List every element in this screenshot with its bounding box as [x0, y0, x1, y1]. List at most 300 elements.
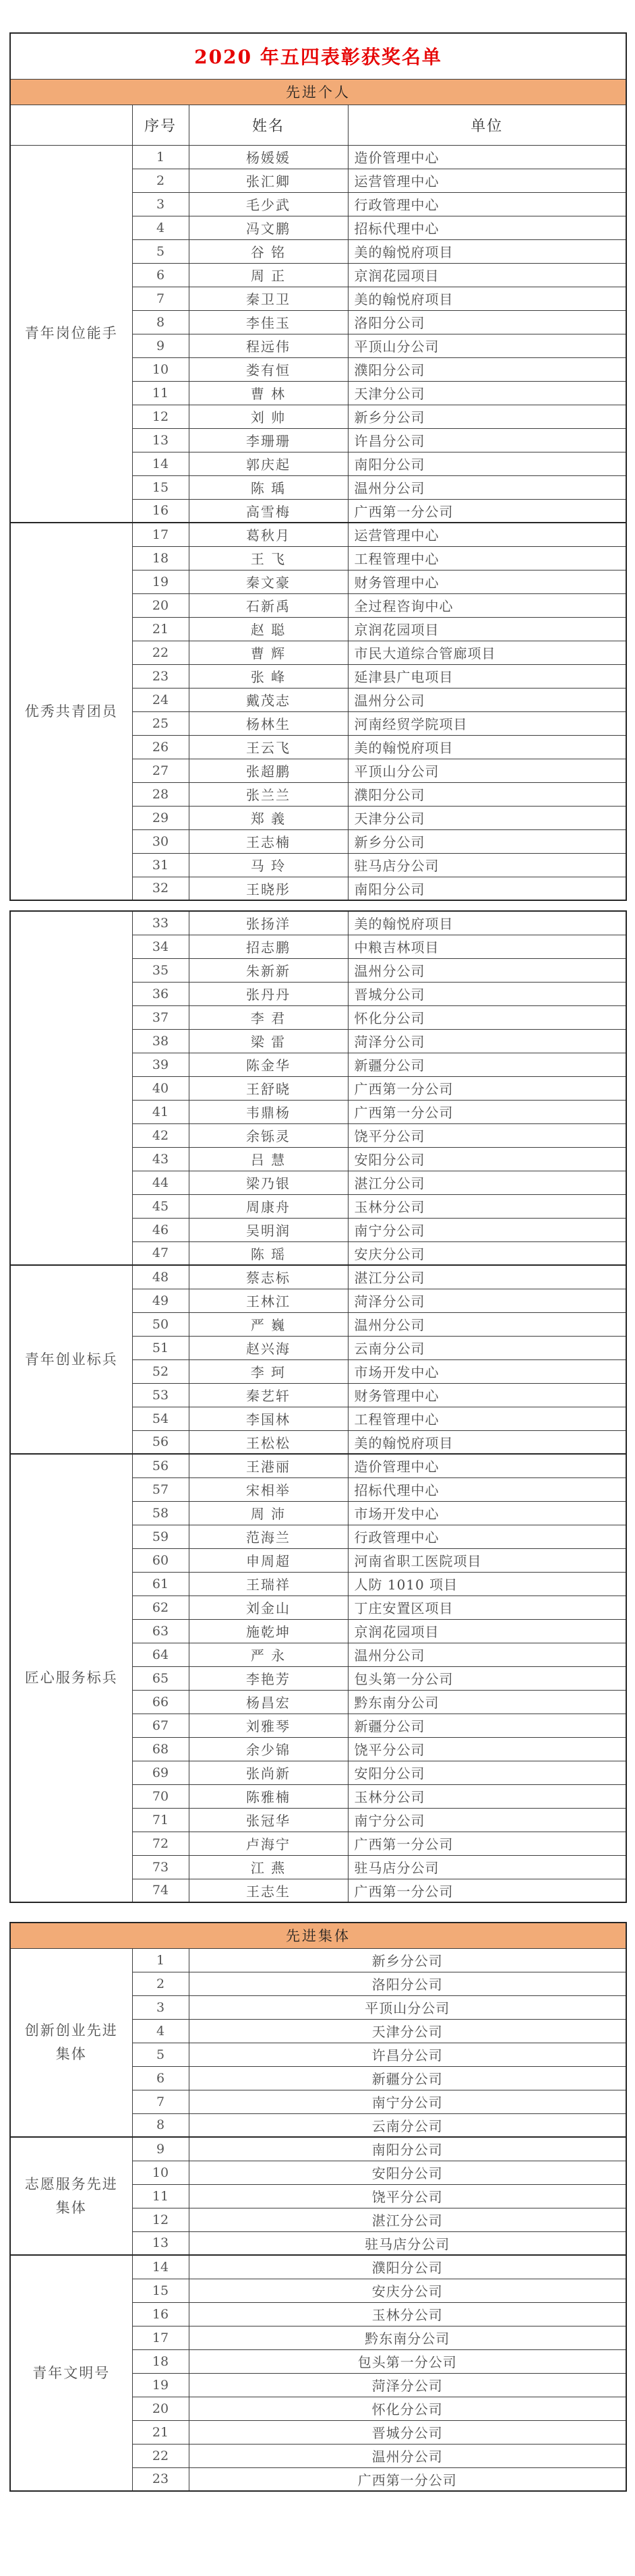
index-cell: 48: [132, 1265, 189, 1289]
unit-cell: 天津分公司: [348, 806, 626, 829]
name-cell: 石新禹: [189, 593, 348, 617]
index-cell: 58: [132, 1501, 189, 1525]
index-cell: 34: [132, 935, 189, 958]
unit-cell: 南宁分公司: [348, 1218, 626, 1241]
unit-cell: 温州分公司: [348, 958, 626, 982]
unit-cell: 菏泽分公司: [189, 2373, 626, 2397]
unit-cell: 饶平分公司: [348, 1737, 626, 1761]
column-header-index: 序号: [132, 105, 189, 145]
name-cell: 王云飞: [189, 735, 348, 759]
name-cell: 秦卫卫: [189, 287, 348, 310]
unit-cell: 天津分公司: [189, 2019, 626, 2043]
unit-cell: 河南经贸学院项目: [348, 711, 626, 735]
index-cell: 30: [132, 829, 189, 853]
index-cell: 39: [132, 1053, 189, 1076]
name-cell: 陈 瑀: [189, 475, 348, 499]
unit-cell: 新疆分公司: [189, 2066, 626, 2090]
index-cell: 59: [132, 1525, 189, 1548]
unit-cell: 湛江分公司: [348, 1265, 626, 1289]
unit-cell: 许昌分公司: [348, 428, 626, 452]
unit-cell: 温州分公司: [348, 475, 626, 499]
index-cell: 23: [132, 664, 189, 688]
unit-cell: 丁庄安置区项目: [348, 1596, 626, 1619]
category-cell: [10, 2255, 132, 2491]
index-cell: 67: [132, 1714, 189, 1737]
index-cell: 35: [132, 958, 189, 982]
name-cell: 王 飞: [189, 546, 348, 570]
name-cell: 梁 雷: [189, 1029, 348, 1053]
unit-cell: 云南分公司: [348, 1336, 626, 1359]
unit-cell: 招标代理中心: [348, 216, 626, 239]
index-cell: 12: [132, 405, 189, 428]
category-cell: [10, 145, 132, 523]
unit-cell: 安阳分公司: [348, 1761, 626, 1784]
index-cell: 15: [132, 2279, 189, 2302]
index-cell: 28: [132, 782, 189, 806]
unit-cell: 包头第一分公司: [348, 1666, 626, 1690]
unit-cell: 美的翰悦府项目: [348, 239, 626, 263]
index-cell: 42: [132, 1123, 189, 1147]
unit-cell: 菏泽分公司: [348, 1029, 626, 1053]
name-cell: 李艳芳: [189, 1666, 348, 1690]
unit-cell: 行政管理中心: [348, 1525, 626, 1548]
name-cell: 余铄灵: [189, 1123, 348, 1147]
index-cell: 33: [132, 911, 189, 935]
index-cell: 32: [132, 877, 189, 900]
unit-cell: 全过程咨询中心: [348, 593, 626, 617]
index-cell: 69: [132, 1761, 189, 1784]
index-cell: 5: [132, 2043, 189, 2066]
unit-cell: 运营管理中心: [348, 169, 626, 192]
index-cell: 66: [132, 1690, 189, 1714]
unit-cell: 平顶山分公司: [189, 1995, 626, 2019]
table-row: [10, 523, 626, 546]
index-cell: 60: [132, 1548, 189, 1572]
index-cell: 52: [132, 1359, 189, 1383]
name-cell: 王志楠: [189, 829, 348, 853]
index-cell: 71: [132, 1808, 189, 1832]
index-cell: 13: [132, 2231, 189, 2255]
name-cell: 王志生: [189, 1879, 348, 1902]
name-cell: 李 珂: [189, 1359, 348, 1383]
index-cell: 4: [132, 2019, 189, 2043]
index-cell: 24: [132, 688, 189, 711]
section-band-individual-row: [10, 79, 626, 105]
index-cell: 6: [132, 2066, 189, 2090]
index-cell: 21: [132, 617, 189, 641]
index-cell: 22: [132, 2444, 189, 2467]
index-cell: 70: [132, 1784, 189, 1808]
table-row: [10, 1948, 626, 1972]
category-cell: [10, 911, 132, 1265]
index-cell: 17: [132, 2326, 189, 2349]
unit-cell: 京润花园项目: [348, 617, 626, 641]
name-cell: 陈金华: [189, 1053, 348, 1076]
index-cell: 43: [132, 1147, 189, 1171]
name-cell: 张尚新: [189, 1761, 348, 1784]
table-row: [10, 145, 626, 169]
name-cell: 王晓彤: [189, 877, 348, 900]
unit-cell: 温州分公司: [348, 688, 626, 711]
index-cell: 57: [132, 1477, 189, 1501]
unit-cell: 安阳分公司: [348, 1147, 626, 1171]
name-cell: 张汇卿: [189, 169, 348, 192]
index-cell: 16: [132, 499, 189, 523]
individuals-table-block-2: [9, 910, 627, 1903]
index-cell: 8: [132, 2113, 189, 2137]
collectives-table: [9, 1922, 627, 2492]
index-cell: 65: [132, 1666, 189, 1690]
name-cell: 刘雅琴: [189, 1714, 348, 1737]
unit-cell: 黔东南分公司: [189, 2326, 626, 2349]
index-cell: 50: [132, 1312, 189, 1336]
name-cell: 李珊珊: [189, 428, 348, 452]
name-cell: 张超鹏: [189, 759, 348, 782]
unit-cell: 平顶山分公司: [348, 759, 626, 782]
name-cell: 马 玲: [189, 853, 348, 877]
unit-cell: 安阳分公司: [189, 2161, 626, 2184]
index-cell: 56: [132, 1454, 189, 1477]
unit-cell: 延津县广电项目: [348, 664, 626, 688]
index-cell: 12: [132, 2208, 189, 2231]
category-cell: [10, 1265, 132, 1454]
index-cell: 10: [132, 357, 189, 381]
index-cell: 64: [132, 1643, 189, 1666]
name-cell: 娄有恒: [189, 357, 348, 381]
unit-cell: 新疆分公司: [348, 1053, 626, 1076]
category-cell: [10, 1948, 132, 2137]
table-row: [10, 1454, 626, 1477]
unit-cell: 天津分公司: [348, 381, 626, 405]
unit-cell: 饶平分公司: [189, 2184, 626, 2208]
name-cell: 高雪梅: [189, 499, 348, 523]
index-cell: 25: [132, 711, 189, 735]
unit-cell: 美的翰悦府项目: [348, 1430, 626, 1454]
index-cell: 72: [132, 1832, 189, 1855]
index-cell: 63: [132, 1619, 189, 1643]
unit-cell: 驻马店分公司: [348, 853, 626, 877]
name-cell: 朱新新: [189, 958, 348, 982]
section-band-individual: 先进个人: [10, 79, 626, 105]
category-label: 匠心服务标兵: [24, 1670, 118, 1687]
unit-cell: 京润花园项目: [348, 263, 626, 287]
name-cell: 江 燕: [189, 1855, 348, 1879]
index-cell: 44: [132, 1171, 189, 1194]
name-cell: 梁乃银: [189, 1171, 348, 1194]
index-cell: 68: [132, 1737, 189, 1761]
name-cell: 程远伟: [189, 334, 348, 357]
name-cell: 王港丽: [189, 1454, 348, 1477]
index-cell: 29: [132, 806, 189, 829]
unit-cell: 财务管理中心: [348, 570, 626, 593]
unit-cell: 广西第一分公司: [189, 2467, 626, 2491]
unit-cell: 玉林分公司: [348, 1784, 626, 1808]
name-cell: 卢海宁: [189, 1832, 348, 1855]
name-cell: 杨昌宏: [189, 1690, 348, 1714]
name-cell: 张冠华: [189, 1808, 348, 1832]
index-cell: 40: [132, 1076, 189, 1100]
unit-cell: 包头第一分公司: [189, 2349, 626, 2373]
unit-cell: 广西第一分公司: [348, 499, 626, 523]
index-cell: 13: [132, 428, 189, 452]
index-cell: 20: [132, 2397, 189, 2420]
index-cell: 73: [132, 1855, 189, 1879]
unit-cell: 温州分公司: [189, 2444, 626, 2467]
unit-cell: 怀化分公司: [189, 2397, 626, 2420]
index-cell: 53: [132, 1383, 189, 1407]
index-cell: 9: [132, 334, 189, 357]
unit-cell: 驻马店分公司: [189, 2231, 626, 2255]
index-cell: 2: [132, 1972, 189, 1995]
unit-cell: 造价管理中心: [348, 1454, 626, 1477]
column-header-unit: 单位: [348, 105, 626, 145]
name-cell: 严 巍: [189, 1312, 348, 1336]
name-cell: 毛少武: [189, 192, 348, 216]
index-cell: 1: [132, 1948, 189, 1972]
unit-cell: 中粮吉林项目: [348, 935, 626, 958]
name-cell: 秦文豪: [189, 570, 348, 593]
unit-cell: 温州分公司: [348, 1312, 626, 1336]
unit-cell: 玉林分公司: [189, 2302, 626, 2326]
document-title-row: [10, 33, 626, 79]
name-cell: 王松松: [189, 1430, 348, 1454]
table-row: [10, 2255, 626, 2279]
unit-cell: 晋城分公司: [348, 982, 626, 1005]
name-cell: 李佳玉: [189, 310, 348, 334]
unit-cell: 人防 1010 项目: [348, 1572, 626, 1596]
category-cell: [10, 2137, 132, 2255]
name-cell: 曹 辉: [189, 641, 348, 664]
name-cell: 韦鼎杨: [189, 1100, 348, 1123]
unit-cell: 平顶山分公司: [348, 334, 626, 357]
category-label: 创新创业先进集体: [24, 2022, 118, 2062]
unit-cell: 新乡分公司: [348, 829, 626, 853]
name-cell: 张扬洋: [189, 911, 348, 935]
index-cell: 11: [132, 381, 189, 405]
unit-cell: 造价管理中心: [348, 145, 626, 169]
index-cell: 15: [132, 475, 189, 499]
unit-cell: 新疆分公司: [348, 1714, 626, 1737]
name-cell: 吴明润: [189, 1218, 348, 1241]
unit-cell: 湛江分公司: [348, 1171, 626, 1194]
name-cell: 招志鹏: [189, 935, 348, 958]
category-label: 青年岗位能手: [24, 325, 118, 342]
unit-cell: 美的翰悦府项目: [348, 911, 626, 935]
index-cell: 46: [132, 1218, 189, 1241]
index-cell: 18: [132, 546, 189, 570]
unit-cell: 行政管理中心: [348, 192, 626, 216]
unit-cell: 安庆分公司: [189, 2279, 626, 2302]
index-cell: 3: [132, 192, 189, 216]
unit-cell: 广西第一分公司: [348, 1832, 626, 1855]
table-row: [10, 2137, 626, 2161]
name-cell: 周康舟: [189, 1194, 348, 1218]
index-cell: 36: [132, 982, 189, 1005]
unit-cell: 饶平分公司: [348, 1123, 626, 1147]
unit-cell: 洛阳分公司: [348, 310, 626, 334]
name-cell: 李 君: [189, 1005, 348, 1029]
name-cell: 赵兴海: [189, 1336, 348, 1359]
unit-cell: 许昌分公司: [189, 2043, 626, 2066]
index-cell: 74: [132, 1879, 189, 1902]
unit-cell: 工程管理中心: [348, 546, 626, 570]
unit-cell: 南宁分公司: [189, 2090, 626, 2113]
name-cell: 王舒晓: [189, 1076, 348, 1100]
unit-cell: 南阳分公司: [348, 877, 626, 900]
unit-cell: 市场开发中心: [348, 1359, 626, 1383]
unit-cell: 南阳分公司: [348, 452, 626, 475]
index-cell: 54: [132, 1407, 189, 1430]
index-cell: 4: [132, 216, 189, 239]
index-cell: 6: [132, 263, 189, 287]
name-cell: 葛秋月: [189, 523, 348, 546]
unit-cell: 濮阳分公司: [348, 357, 626, 381]
unit-cell: 濮阳分公司: [189, 2255, 626, 2279]
unit-cell: 晋城分公司: [189, 2420, 626, 2444]
name-cell: 张兰兰: [189, 782, 348, 806]
name-cell: 范海兰: [189, 1525, 348, 1548]
unit-cell: 工程管理中心: [348, 1407, 626, 1430]
index-cell: 19: [132, 570, 189, 593]
index-cell: 56: [132, 1430, 189, 1454]
name-cell: 郑 義: [189, 806, 348, 829]
index-cell: 7: [132, 287, 189, 310]
section-band-collective: 先进集体: [10, 1923, 626, 1948]
unit-cell: 玉林分公司: [348, 1194, 626, 1218]
name-cell: 陈雅楠: [189, 1784, 348, 1808]
index-cell: 1: [132, 145, 189, 169]
name-cell: 刘 帅: [189, 405, 348, 428]
name-cell: 王林江: [189, 1289, 348, 1312]
unit-cell: 濮阳分公司: [348, 782, 626, 806]
unit-cell: 菏泽分公司: [348, 1289, 626, 1312]
individuals-table-block-1: [9, 32, 627, 901]
index-cell: 27: [132, 759, 189, 782]
index-cell: 18: [132, 2349, 189, 2373]
name-cell: 秦艺轩: [189, 1383, 348, 1407]
unit-cell: 广西第一分公司: [348, 1879, 626, 1902]
unit-cell: 招标代理中心: [348, 1477, 626, 1501]
name-cell: 郭庆起: [189, 452, 348, 475]
name-cell: 余少锦: [189, 1737, 348, 1761]
index-cell: 61: [132, 1572, 189, 1596]
index-cell: 23: [132, 2467, 189, 2491]
name-cell: 蔡志标: [189, 1265, 348, 1289]
unit-cell: 市民大道综合管廊项目: [348, 641, 626, 664]
index-cell: 22: [132, 641, 189, 664]
name-cell: 周 沛: [189, 1501, 348, 1525]
category-cell: [10, 1454, 132, 1902]
name-cell: 谷 铭: [189, 239, 348, 263]
table-header-row: [10, 105, 626, 145]
unit-cell: 新乡分公司: [189, 1948, 626, 1972]
unit-cell: 广西第一分公司: [348, 1100, 626, 1123]
name-cell: 冯文鹏: [189, 216, 348, 239]
name-cell: 刘金山: [189, 1596, 348, 1619]
name-cell: 张丹丹: [189, 982, 348, 1005]
unit-cell: 湛江分公司: [189, 2208, 626, 2231]
name-cell: 申周超: [189, 1548, 348, 1572]
category-label: 志愿服务先进集体: [24, 2175, 118, 2216]
name-cell: 王瑞祥: [189, 1572, 348, 1596]
index-cell: 9: [132, 2137, 189, 2161]
index-cell: 16: [132, 2302, 189, 2326]
unit-cell: 南阳分公司: [189, 2137, 626, 2161]
name-cell: 李国林: [189, 1407, 348, 1430]
unit-cell: 京润花园项目: [348, 1619, 626, 1643]
name-cell: 严 永: [189, 1643, 348, 1666]
index-cell: 19: [132, 2373, 189, 2397]
unit-cell: 南宁分公司: [348, 1808, 626, 1832]
unit-cell: 安庆分公司: [348, 1241, 626, 1265]
index-cell: 10: [132, 2161, 189, 2184]
unit-cell: 美的翰悦府项目: [348, 287, 626, 310]
unit-cell: 市场开发中心: [348, 1501, 626, 1525]
name-cell: 施乾坤: [189, 1619, 348, 1643]
category-label: 青年创业标兵: [24, 1351, 118, 1368]
index-cell: 14: [132, 452, 189, 475]
section-band-collective-row: [10, 1923, 626, 1948]
name-cell: 吕 慧: [189, 1147, 348, 1171]
category-cell: [10, 523, 132, 900]
index-cell: 8: [132, 310, 189, 334]
name-cell: 杨媛媛: [189, 145, 348, 169]
index-cell: 51: [132, 1336, 189, 1359]
unit-cell: 黔东南分公司: [348, 1690, 626, 1714]
category-column-header: [10, 105, 132, 145]
index-cell: 62: [132, 1596, 189, 1619]
name-cell: 陈 瑶: [189, 1241, 348, 1265]
page-title: 2020 年五四表彰获奖名单: [10, 33, 626, 79]
name-cell: 戴茂志: [189, 688, 348, 711]
index-cell: 41: [132, 1100, 189, 1123]
unit-cell: 怀化分公司: [348, 1005, 626, 1029]
unit-cell: 河南省职工医院项目: [348, 1548, 626, 1572]
unit-cell: 洛阳分公司: [189, 1972, 626, 1995]
index-cell: 47: [132, 1241, 189, 1265]
index-cell: 14: [132, 2255, 189, 2279]
unit-cell: 温州分公司: [348, 1643, 626, 1666]
name-cell: 张 峰: [189, 664, 348, 688]
index-cell: 20: [132, 593, 189, 617]
unit-cell: 驻马店分公司: [348, 1855, 626, 1879]
category-label: 优秀共青团员: [24, 703, 118, 720]
table-row: [10, 1265, 626, 1289]
index-cell: 7: [132, 2090, 189, 2113]
unit-cell: 云南分公司: [189, 2113, 626, 2137]
category-label: 青年文明号: [32, 2364, 111, 2381]
index-cell: 11: [132, 2184, 189, 2208]
index-cell: 31: [132, 853, 189, 877]
index-cell: 38: [132, 1029, 189, 1053]
index-cell: 2: [132, 169, 189, 192]
index-cell: 21: [132, 2420, 189, 2444]
name-cell: 宋相举: [189, 1477, 348, 1501]
unit-cell: 运营管理中心: [348, 523, 626, 546]
unit-cell: 广西第一分公司: [348, 1076, 626, 1100]
index-cell: 3: [132, 1995, 189, 2019]
index-cell: 45: [132, 1194, 189, 1218]
table-row: [10, 911, 626, 935]
name-cell: 曹 林: [189, 381, 348, 405]
name-cell: 周 正: [189, 263, 348, 287]
index-cell: 5: [132, 239, 189, 263]
name-cell: 赵 聪: [189, 617, 348, 641]
index-cell: 17: [132, 523, 189, 546]
index-cell: 49: [132, 1289, 189, 1312]
name-cell: 杨林生: [189, 711, 348, 735]
index-cell: 26: [132, 735, 189, 759]
